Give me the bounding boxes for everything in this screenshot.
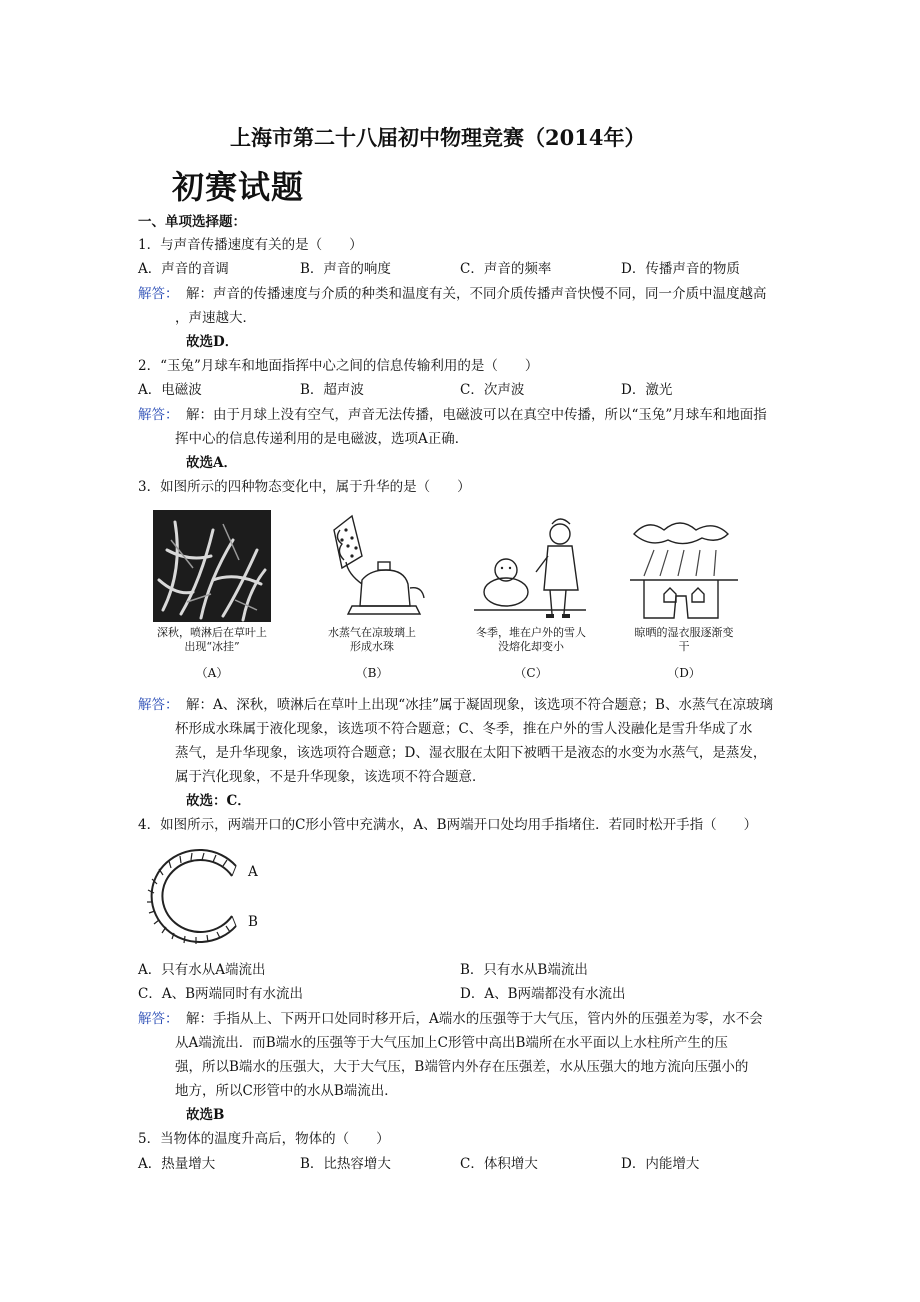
page-title: 上海市第二十八届初中物理竞赛（2014年） [230, 125, 646, 150]
q2-choice: 故选A． [186, 455, 237, 471]
q3-explanation-line-4: 属于汽化现象，不是升华现象，该选项不符合题意． [175, 769, 486, 785]
figure-a-label: （A） [195, 666, 229, 680]
q2-option-d: D．激光 [621, 382, 673, 398]
figure-label-a: A [248, 864, 258, 880]
q2-explanation-line-2: 挥中心的信息传递利用的是电磁波，选项A正确． [175, 431, 469, 447]
q1-option-c: C．声音的频率 [460, 261, 552, 277]
q4-stem: 4．如图所示，两端开口的C形小管中充满水，A、B两端开口处均用手指堵住．若同时松开手指（ ） [138, 817, 758, 833]
q4-option-b: B．只有水从B端流出 [460, 962, 588, 978]
q1-option-a: A．声音的音调 [138, 261, 229, 277]
q3-choice: 故选：C． [186, 793, 251, 809]
q5-stem: 5．当物体的温度升高后，物体的（ ） [138, 1131, 390, 1147]
q4-option-a: A．只有水从A端流出 [138, 962, 266, 978]
q4-explanation-line-4: 地方，所以C形管中的水从B端流出． [175, 1083, 398, 1099]
q1-option-b: B．声音的响度 [300, 261, 391, 277]
q3-explanation-line-1: 解：A、深秋，喷淋后在草叶上出现“冰挂”属于凝固现象，该选项不符合题意；B、水蒸气在凉玻璃 [186, 697, 773, 713]
figure-d-drying-clothes [624, 510, 744, 622]
q2-option-a: A．电磁波 [138, 382, 202, 398]
q1-choice: 故选D． [186, 334, 239, 350]
q4-option-c: C．A、B两端同时有水流出 [138, 986, 303, 1002]
q4-explanation-line-2: 从A端流出．而B端水的压强等于大气压加上C形管中高出B端所在水平面以上水柱所产生的压 [175, 1035, 728, 1051]
q5-option-d: D．内能增大 [621, 1156, 700, 1172]
q4-answer-label: 解答： [138, 1011, 179, 1027]
figure-d-caption: 晾晒的湿衣服逐渐变干 [634, 626, 734, 653]
q1-explanation-line-1: 解：声音的传播速度与介质的种类和温度有关，不同介质传播声音快慢不同，同一介质中温度越高 [186, 286, 767, 302]
q4-choice: 故选B [186, 1107, 225, 1123]
q3-answer-label: 解答： [138, 697, 179, 713]
figure-c-caption: 冬季，堆在户外的雪人没熔化却变小 [476, 626, 586, 653]
q1-option-d: D．传播声音的物质 [621, 261, 740, 277]
figure-b-label: （B） [355, 666, 389, 680]
figure-a-frost-grass [153, 510, 271, 622]
q1-explanation-line-2: ，声速越大． [175, 310, 256, 326]
q2-option-c: C．次声波 [460, 382, 525, 398]
q4-option-d: D．A、B两端都没有水流出 [460, 986, 626, 1002]
figure-label-b: B [248, 914, 258, 930]
q1-stem: 1．与声音传播速度有关的是（ ） [138, 237, 363, 253]
page-subtitle: 初赛试题 [172, 168, 305, 206]
figure-a-caption: 深秋，喷淋后在草叶上出现“冰挂” [157, 626, 267, 653]
q4-explanation-line-3: 强，所以B端水的压强大，大于大气压，B端管内外存在压强差，水从压强大的地方流向压强小的 [175, 1059, 749, 1075]
q5-option-b: B．比热容增大 [300, 1156, 391, 1172]
figure-b-kettle-steam [312, 510, 432, 622]
q3-explanation-line-2: 杯形成水珠属于液化现象，该选项不符合题意；C、冬季，推在户外的雪人没融化是雪升华成了水 [175, 721, 753, 737]
figure-d-label: （D） [667, 666, 701, 680]
q5-option-a: A．热量增大 [138, 1156, 216, 1172]
q2-answer-label: 解答： [138, 407, 179, 423]
figure-c-label: （C） [514, 666, 548, 680]
section-heading: 一、单项选择题： [138, 214, 246, 230]
q2-explanation-line-1: 解：由于月球上没有空气，声音无法传播，电磁波可以在真空中传播，所以“玉兔”月球车和地面指 [186, 407, 767, 423]
q2-stem: 2．“玉兔”月球车和地面指挥中心之间的信息传输利用的是（ ） [138, 358, 539, 374]
q4-explanation-line-1: 解：手指从上、下两开口处同时移开后，A端水的压强等于大气压，管内外的压强差为零，水不会 [186, 1011, 763, 1027]
q5-option-c: C．体积增大 [460, 1156, 538, 1172]
q2-option-b: B．超声波 [300, 382, 364, 398]
figure-c-snowman [466, 510, 596, 622]
figure-b-caption: 水蒸气在凉玻璃上形成水珠 [328, 626, 416, 653]
q1-answer-label: 解答： [138, 286, 179, 302]
q3-explanation-line-3: 蒸气，是升华现象，该选项符合题意；D、湿衣服在太阳下被晒干是液态的水变为水蒸气，是蒸发， [175, 745, 767, 761]
figure-c-shaped-tube [136, 844, 276, 956]
q3-stem: 3．如图所示的四种物态变化中，属于升华的是（ ） [138, 479, 471, 495]
